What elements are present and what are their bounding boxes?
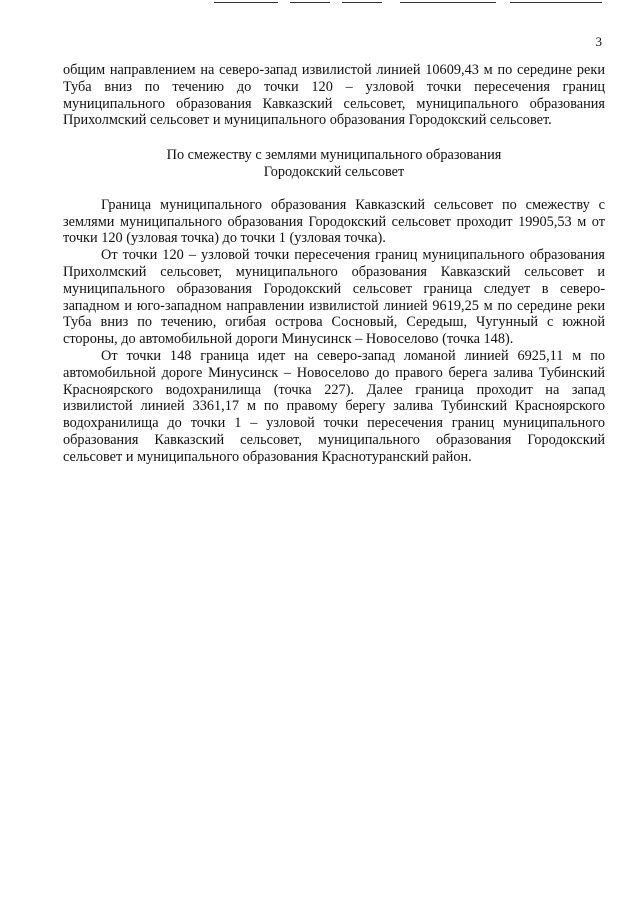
- scan-edge-line-2: [290, 2, 330, 3]
- paragraph-continuation: общим направлением на северо-запад извилистой линией 10609,43 м по середине реки Туба вниз по течению до точки 120 – узловой точки пересечения границ муниципального образования Кавказский сельсовет, муниципального образования Прихолмский сельсовет и муниципального образования Городокский сельсовет.: [63, 62, 605, 129]
- section-heading-line-2: Городокский сельсовет: [263, 163, 405, 180]
- page-number: 3: [595, 34, 602, 49]
- paragraph-point-120: От точки 120 – узловой точки пересечения границ муниципального образования Прихолмский сельсовет, муниципального образования Кавказский сельсовет и муниципального образования Городокский сельсовет граница следует в северо-западном и юго-западном направлении извилистой линией 9619,25 м по середине реки Туба вниз по течению, огибая острова Сосновый, Середыш, Чугунный с южной стороны, до автомобильной дороги Минусинск – Новоселово (точка 148).: [63, 247, 605, 348]
- section-heading-line-1: По смежеству с землями муниципального образования: [166, 147, 502, 164]
- paragraph-boundary-summary: Граница муниципального образования Кавказский сельсовет по смежеству с землями муниципального образования Городокский сельсовет проходит 19905,53 м от точки 120 (узловая точка) до точки 1 (узловая точка).: [63, 196, 605, 247]
- section-heading: [63, 147, 605, 181]
- scan-edge-line-3: [342, 2, 382, 3]
- scan-edge-line-5: [510, 2, 602, 3]
- document-body: [63, 62, 605, 466]
- paragraph-point-148: От точки 148 граница идет на северо-запад ломаной линией 6925,11 м по автомобильной дороге Минусинск – Новоселово до правого берега залива Тубинский Красноярского водохранилища (точка 227). Далее граница проходит на запад извилистой линией 3361,17 м по правому берегу залива Тубинский Красноярского водохранилища до точки 1 – узловой точки пересечения границ муниципального образования Кавказский сельсовет, муниципального образования Городокский сельсовет и муниципального образования Краснотуранский район.: [63, 347, 605, 465]
- scan-edge-line-1: [214, 2, 278, 3]
- scan-edge-line-4: [400, 2, 496, 3]
